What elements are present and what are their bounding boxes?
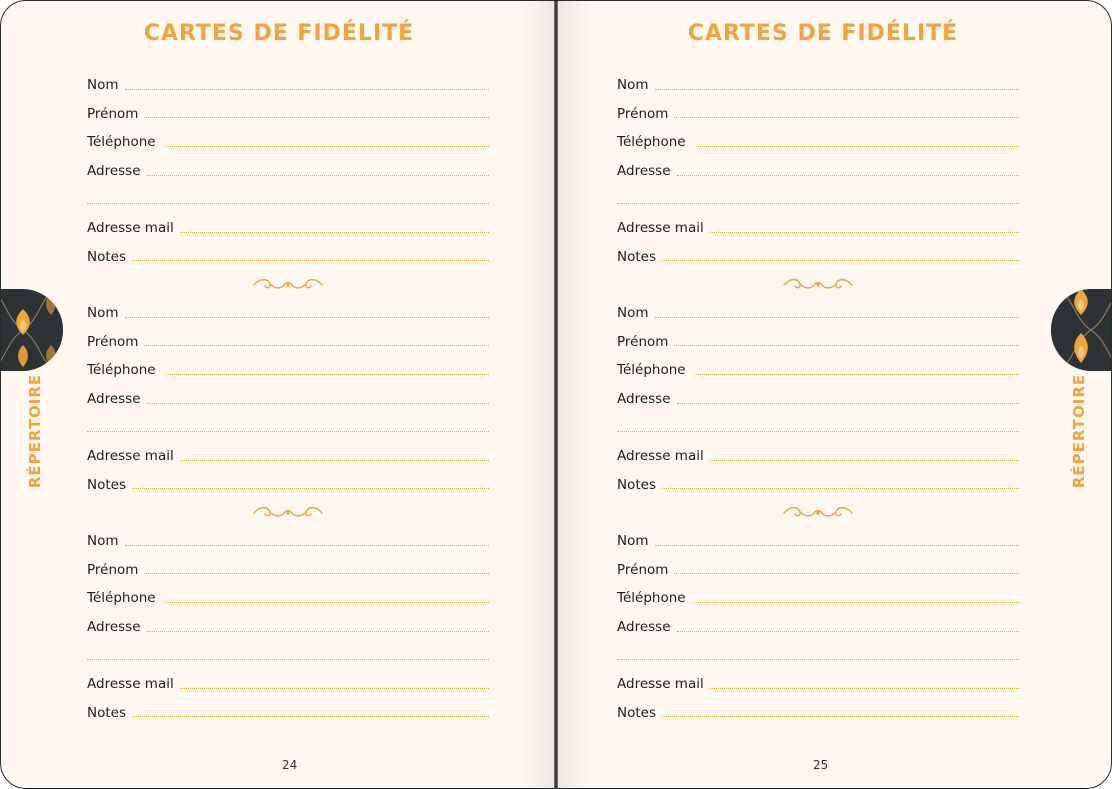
writing-line	[696, 602, 1019, 603]
field-row-adresse-mail[interactable]	[617, 670, 1019, 699]
field-label-adresse-mail: Adresse mail	[87, 676, 174, 693]
writing-line	[710, 460, 1019, 461]
writing-line	[132, 260, 489, 261]
field-label-nom: Nom	[617, 305, 649, 322]
writing-line	[655, 317, 1019, 318]
field-row-prenom[interactable]	[617, 556, 1019, 585]
field-row-adresse-continued[interactable]	[617, 413, 1019, 442]
field-label-adresse-mail: Adresse mail	[617, 676, 704, 693]
field-label-telephone: Téléphone	[87, 590, 156, 607]
field-row-prenom[interactable]	[87, 100, 489, 129]
field-row-notes[interactable]	[87, 699, 489, 728]
field-label-nom: Nom	[617, 77, 649, 94]
field-row-prenom[interactable]	[87, 556, 489, 585]
field-label-nom: Nom	[617, 533, 649, 550]
field-label-prenom: Prénom	[617, 105, 669, 122]
field-label-prenom: Prénom	[617, 561, 669, 578]
writing-line	[125, 545, 489, 546]
field-label-nom: Nom	[87, 533, 119, 550]
field-row-telephone[interactable]	[87, 128, 489, 157]
field-label-adresse: Adresse	[617, 619, 671, 636]
field-label-nom: Nom	[87, 305, 119, 322]
field-row-notes[interactable]	[87, 243, 489, 272]
writing-line	[132, 488, 489, 489]
field-row-adresse[interactable]	[617, 157, 1019, 186]
field-row-telephone[interactable]	[617, 128, 1019, 157]
field-row-adresse-continued[interactable]	[617, 641, 1019, 670]
writing-line	[696, 374, 1019, 375]
field-label-telephone: Téléphone	[617, 590, 686, 607]
field-label-notes: Notes	[87, 476, 126, 493]
writing-line	[125, 317, 489, 318]
field-row-telephone[interactable]	[617, 356, 1019, 385]
field-row-adresse[interactable]	[617, 613, 1019, 642]
field-row-notes[interactable]	[87, 471, 489, 500]
field-row-adresse-mail[interactable]	[617, 442, 1019, 471]
field-row-nom[interactable]	[87, 71, 489, 100]
field-label-telephone: Téléphone	[87, 134, 156, 151]
writing-line	[87, 659, 489, 660]
field-row-adresse-continued[interactable]	[87, 413, 489, 442]
field-row-adresse-mail[interactable]	[617, 214, 1019, 243]
field-label-adresse-mail: Adresse mail	[87, 448, 174, 465]
contact-entry	[87, 71, 489, 299]
field-row-adresse-continued[interactable]	[617, 185, 1019, 214]
writing-line	[166, 602, 489, 603]
swirl-ornament-icon	[87, 499, 489, 527]
writing-line	[166, 374, 489, 375]
writing-line	[710, 232, 1019, 233]
writing-line	[147, 631, 490, 632]
writing-line	[617, 659, 1019, 660]
contact-entry	[617, 71, 1019, 299]
field-row-notes[interactable]	[617, 699, 1019, 728]
field-label-telephone: Téléphone	[617, 134, 686, 151]
page-number: 25	[813, 758, 829, 772]
field-label-telephone: Téléphone	[87, 362, 156, 379]
field-row-nom[interactable]	[617, 527, 1019, 556]
writing-line	[677, 403, 1020, 404]
writing-line	[147, 403, 490, 404]
writing-line	[710, 688, 1019, 689]
swirl-ornament-icon	[617, 271, 1019, 299]
field-row-prenom[interactable]	[617, 328, 1019, 357]
field-row-adresse-mail[interactable]	[87, 442, 489, 471]
writing-line	[696, 146, 1019, 147]
field-row-telephone[interactable]	[87, 584, 489, 613]
field-label-prenom: Prénom	[87, 333, 139, 350]
writing-line	[677, 631, 1020, 632]
field-label-adresse: Adresse	[617, 391, 671, 408]
field-label-notes: Notes	[617, 248, 656, 265]
page-left	[1, 1, 554, 788]
field-row-telephone[interactable]	[617, 584, 1019, 613]
field-label-notes: Notes	[617, 704, 656, 721]
field-label-adresse-mail: Adresse mail	[617, 448, 704, 465]
field-label-notes: Notes	[87, 248, 126, 265]
field-label-prenom: Prénom	[87, 561, 139, 578]
writing-line	[87, 203, 489, 204]
field-row-adresse-mail[interactable]	[87, 670, 489, 699]
field-row-prenom[interactable]	[87, 328, 489, 357]
field-label-adresse: Adresse	[87, 163, 141, 180]
field-row-notes[interactable]	[617, 471, 1019, 500]
field-label-adresse: Adresse	[617, 163, 671, 180]
field-row-adresse-mail[interactable]	[87, 214, 489, 243]
writing-line	[132, 716, 489, 717]
writing-line	[144, 117, 489, 118]
entry-list	[617, 71, 1019, 755]
swirl-ornament-icon	[617, 499, 1019, 527]
contact-entry	[617, 527, 1019, 755]
writing-line	[125, 89, 489, 90]
field-label-nom: Nom	[87, 77, 119, 94]
writing-line	[87, 431, 489, 432]
field-row-nom[interactable]	[87, 527, 489, 556]
page-number: 24	[282, 758, 298, 772]
writing-line	[617, 431, 1019, 432]
writing-line	[180, 460, 489, 461]
field-row-telephone[interactable]	[87, 356, 489, 385]
writing-line	[147, 175, 490, 176]
swirl-ornament-icon	[87, 271, 489, 299]
field-label-adresse: Adresse	[87, 619, 141, 636]
field-row-adresse[interactable]	[87, 613, 489, 642]
writing-line	[662, 488, 1019, 489]
writing-line	[674, 117, 1019, 118]
writing-line	[144, 573, 489, 574]
contact-entry	[87, 527, 489, 755]
field-row-nom[interactable]	[87, 299, 489, 328]
writing-line	[180, 232, 489, 233]
page-title: CARTES DE FIDÉLITÉ	[143, 21, 415, 46]
field-label-prenom: Prénom	[617, 333, 669, 350]
field-label-prenom: Prénom	[87, 105, 139, 122]
writing-line	[662, 260, 1019, 261]
field-row-nom[interactable]	[617, 299, 1019, 328]
writing-line	[655, 89, 1019, 90]
field-label-adresse: Adresse	[87, 391, 141, 408]
field-label-adresse-mail: Adresse mail	[617, 220, 704, 237]
field-row-notes[interactable]	[617, 243, 1019, 272]
field-row-adresse[interactable]	[617, 385, 1019, 414]
writing-line	[617, 203, 1019, 204]
section-tab-label: RÉPERTOIRE	[1070, 373, 1088, 489]
writing-line	[144, 345, 489, 346]
entry-list	[87, 71, 489, 755]
field-row-adresse-continued[interactable]	[87, 641, 489, 670]
page-title: CARTES DE FIDÉLITÉ	[687, 21, 959, 46]
writing-line	[180, 688, 489, 689]
writing-line	[662, 716, 1019, 717]
field-row-adresse[interactable]	[87, 157, 489, 186]
field-row-nom[interactable]	[617, 71, 1019, 100]
contact-entry	[617, 299, 1019, 527]
field-label-notes: Notes	[87, 704, 126, 721]
writing-line	[677, 175, 1020, 176]
writing-line	[655, 545, 1019, 546]
writing-line	[674, 573, 1019, 574]
page-right	[558, 1, 1111, 788]
contact-entry	[87, 299, 489, 527]
writing-line	[166, 146, 489, 147]
field-label-telephone: Téléphone	[617, 362, 686, 379]
field-label-notes: Notes	[617, 476, 656, 493]
writing-line	[674, 345, 1019, 346]
field-row-adresse[interactable]	[87, 385, 489, 414]
field-row-adresse-continued[interactable]	[87, 185, 489, 214]
field-label-adresse-mail: Adresse mail	[87, 220, 174, 237]
field-row-prenom[interactable]	[617, 100, 1019, 129]
section-tab-label: RÉPERTOIRE	[26, 373, 44, 489]
